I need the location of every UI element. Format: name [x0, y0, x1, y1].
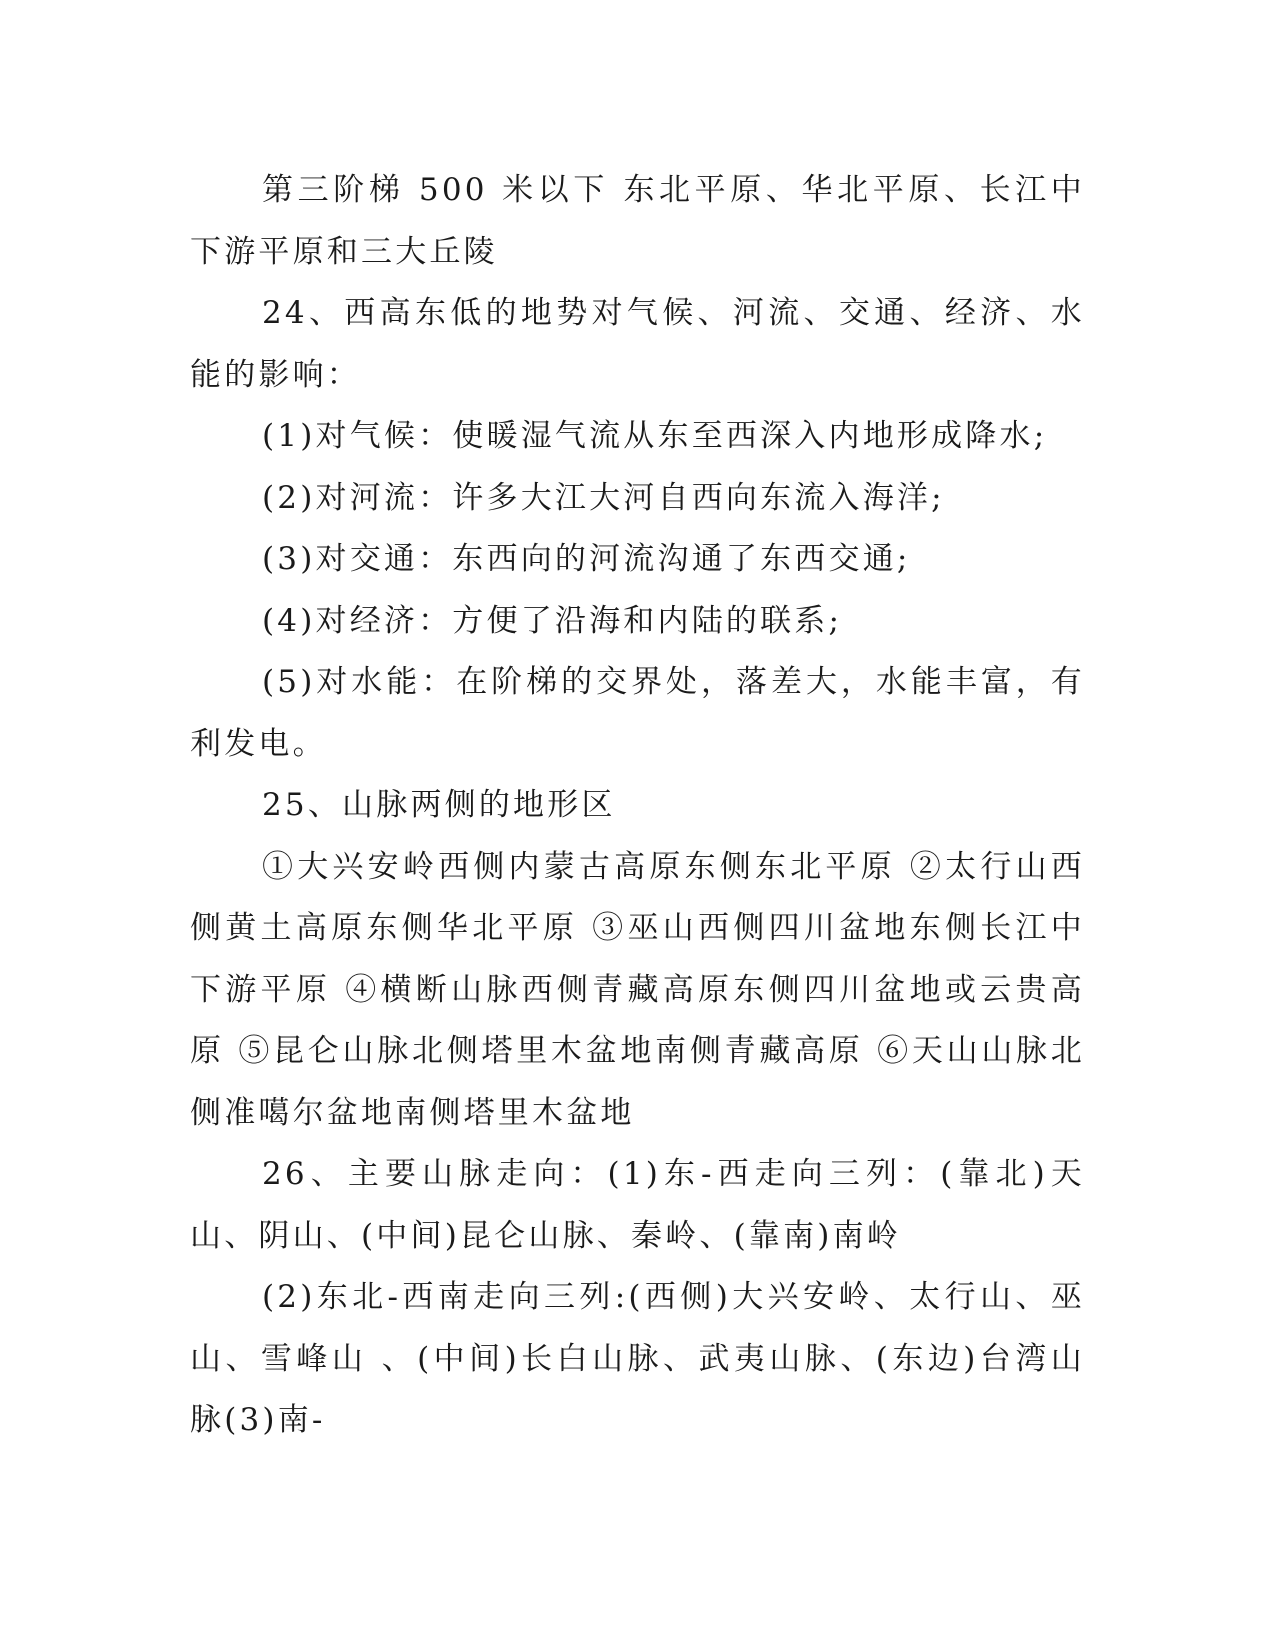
paragraph-third-step-plains: 第三阶梯 500 米以下 东北平原、华北平原、长江中下游平原和三大丘陵: [190, 172, 1085, 270]
paragraph-25-mountain-sides: ①大兴安岭西侧内蒙古高原东侧东北平原 ②太行山西侧黄土高原东侧华北平原 ③巫山西侧四川盆地东侧长江中下游平原 ④横断山脉西侧青藏高原东侧四川盆地或云贵高原 ⑤昆仑山脉北侧塔里木盆地南侧青藏高原 ⑥天山山脉北侧准噶尔盆地南侧塔里木盆地: [190, 848, 1085, 1131]
document-body: [190, 160, 1085, 1452]
paragraph-26-mountain-directions: 26、主要山脉走向：(1)东-西走向三列：(靠北)天山、阴山、(中间)昆仑山脉、秦岭、(靠南)南岭: [190, 1156, 1085, 1254]
paragraph-26-northeast-southwest: (2)东北-西南走向三列:(西侧)大兴安岭、太行山、巫山、雪峰山 、(中间)长白山脉、武夷山脉、(东边)台湾山脉(3)南-: [190, 1279, 1085, 1438]
paragraph-24-transport: (3)对交通：东西向的河流沟通了东西交通;: [262, 541, 911, 577]
paragraph-24-economy: (4)对经济：方便了沿海和内陆的联系;: [262, 602, 843, 639]
paragraph-24-rivers: (2)对河流：许多大江大河自西向东流入海洋;: [262, 479, 945, 516]
paragraph-24-climate: (1)对气候：使暖湿气流从东至西深入内地形成降水;: [262, 418, 1048, 454]
paragraph-24-hydropower: (5)对水能：在阶梯的交界处，落差大，水能丰富，有利发电。: [190, 664, 1085, 762]
paragraph-24-heading: 24、西高东低的地势对气候、河流、交通、经济、水能的影响：: [190, 295, 1085, 393]
paragraph-25-heading: 25、山脉两侧的地形区: [262, 787, 616, 823]
